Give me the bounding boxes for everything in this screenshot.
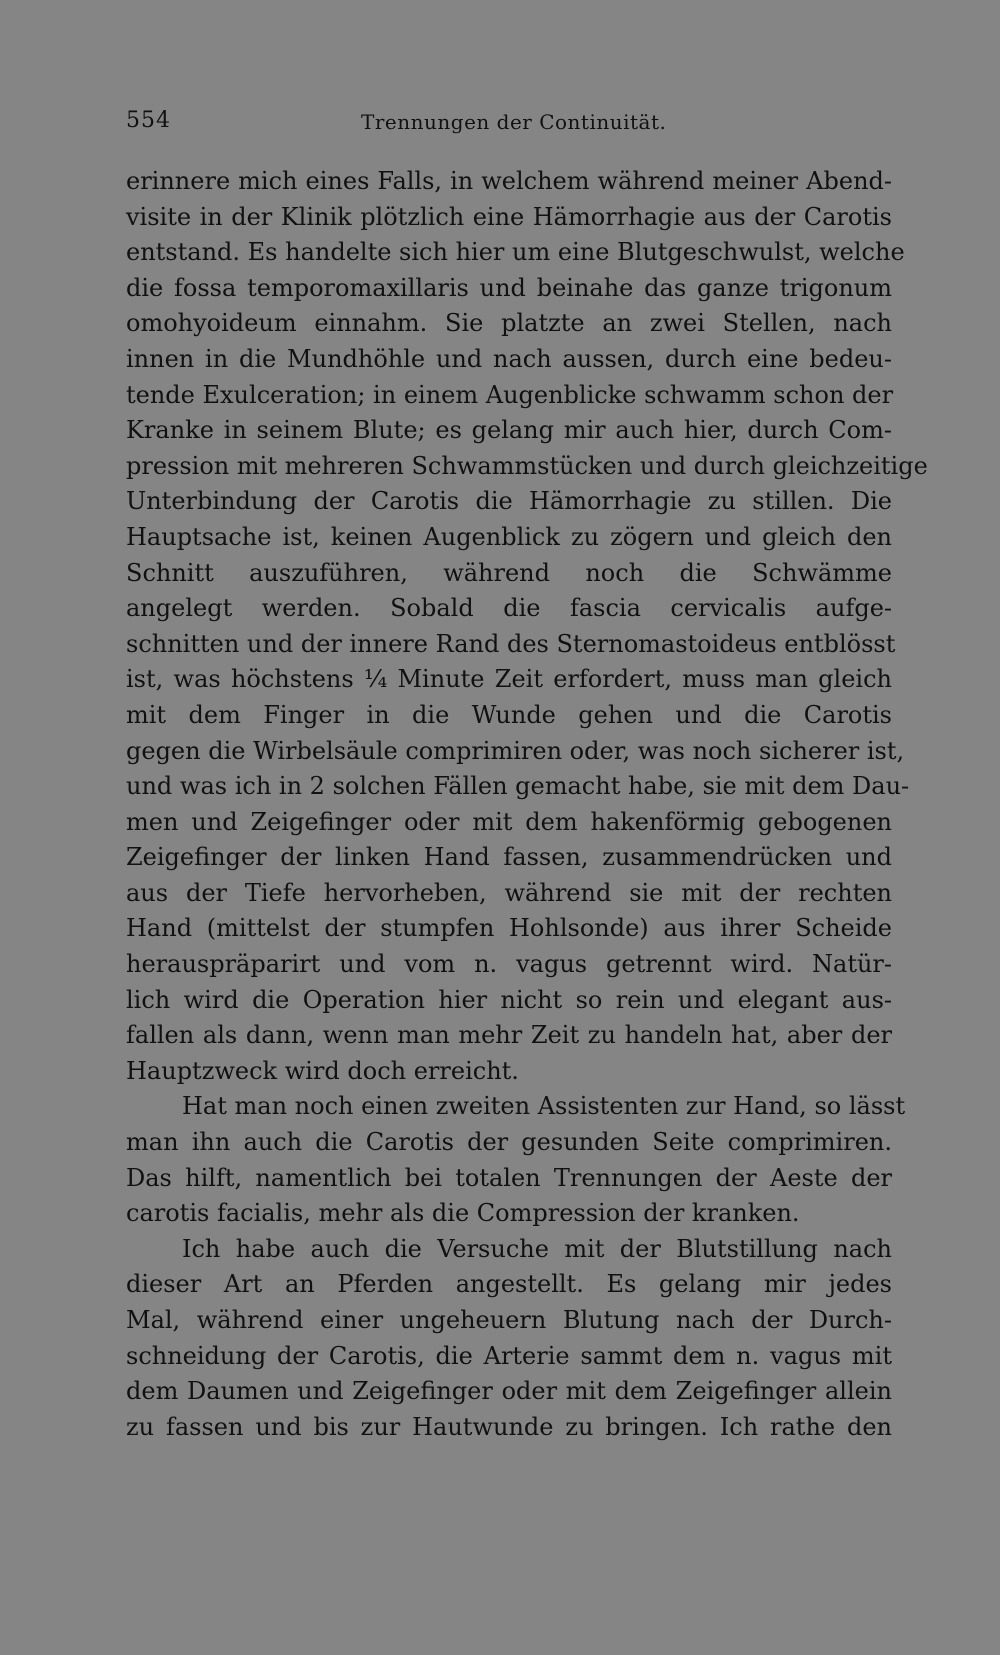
text-line: visite in der Klinik plötzlich eine Hämorrhagie aus der Carotis: [126, 202, 892, 231]
running-head: [126, 108, 892, 144]
text-line: und was ich in 2 solchen Fällen gemacht habe, sie mit dem Dau-: [126, 772, 910, 801]
text-line: ist, was höchstens ¼ Minute Zeit erfordert, muss man gleich: [126, 665, 892, 694]
text-line: Das hilft, namentlich bei totalen Trennungen der Aeste der: [126, 1163, 892, 1192]
text-line: lich wird die Operation hier nicht so rein und elegant aus-: [126, 985, 892, 1014]
body-text: [126, 164, 928, 1445]
text-line: Ich habe auch die Versuche mit der Blutstillung nach: [182, 1234, 892, 1263]
running-head-title: Trennungen der Continuität.: [361, 110, 667, 134]
text-line: pression mit mehreren Schwammstücken und durch gleichzeitige: [126, 451, 928, 480]
text-line: Mal, während einer ungeheuern Blutung nach der Durch-: [126, 1306, 892, 1334]
text-line: Hauptsache ist, keinen Augenblick zu zögern und gleich den: [126, 522, 892, 551]
text-line: angelegt werden. Sobald die fascia cervicalis aufge-: [126, 594, 892, 623]
text-line: fallen als dann, wenn man mehr Zeit zu handeln hat, aber der: [126, 1021, 892, 1050]
page-number: 554: [126, 108, 171, 133]
text-line: Hauptzweck wird doch erreicht.: [126, 1056, 519, 1085]
text-line: Hat man noch einen zweiten Assistenten zur Hand, so lässt: [182, 1092, 906, 1121]
text-line: innen in die Mundhöhle und nach aussen, durch eine bedeu-: [126, 344, 892, 373]
text-line: omohyoideum einnahm. Sie platzte an zwei Stellen, nach: [126, 309, 892, 338]
text-line: man ihn auch die Carotis der gesunden Seite comprimiren.: [126, 1128, 892, 1157]
text-line: herauspräparirt und vom n. vagus getrennt wird. Natür-: [126, 950, 892, 979]
text-line: tende Exulceration; in einem Augenblicke schwamm schon der: [126, 380, 894, 409]
text-line: Kranke in seinem Blute; es gelang mir auch hier, durch Com-: [126, 416, 892, 445]
text-line: erinnere mich eines Falls, in welchem während meiner Abend-: [126, 167, 892, 195]
text-line: aus der Tiefe hervorheben, während sie mit der rechten: [126, 878, 892, 907]
text-line: die fossa temporomaxillaris und beinahe das ganze trigonum: [126, 273, 892, 302]
text-line: dem Daumen und Zeigefinger oder mit dem Zeigefinger allein: [126, 1377, 892, 1406]
text-line: entstand. Es handelte sich hier um eine Blutgeschwulst, welche: [126, 238, 905, 267]
text-line: Zeigefinger der linken Hand fassen, zusammendrücken und: [126, 843, 892, 872]
text-line: zu fassen und bis zur Hautwunde zu bringen. Ich rathe den: [126, 1412, 892, 1441]
text-line: carotis facialis, mehr als die Compression der kranken.: [126, 1199, 800, 1228]
text-line: men und Zeigefinger oder mit dem hakenförmig gebogenen: [126, 807, 892, 836]
text-line: dieser Art an Pferden angestellt. Es gelang mir jedes: [126, 1270, 892, 1299]
text-line: mit dem Finger in die Wunde gehen und die Carotis: [126, 700, 892, 729]
text-line: Schnitt auszuführen, während noch die Schwämme: [126, 558, 892, 587]
text-line: gegen die Wirbelsäule comprimiren oder, was noch sicherer ist,: [126, 736, 905, 765]
text-line: Unterbindung der Carotis die Hämorrhagie zu stillen. Die: [126, 487, 892, 516]
text-line: schneidung der Carotis, die Arterie sammt dem n. vagus mit: [126, 1341, 892, 1370]
text-line: Hand (mittelst der stumpfen Hohlsonde) aus ihrer Scheide: [126, 914, 892, 943]
text-line: schnitten und der innere Rand des Sternomastoideus entblösst: [126, 629, 896, 658]
